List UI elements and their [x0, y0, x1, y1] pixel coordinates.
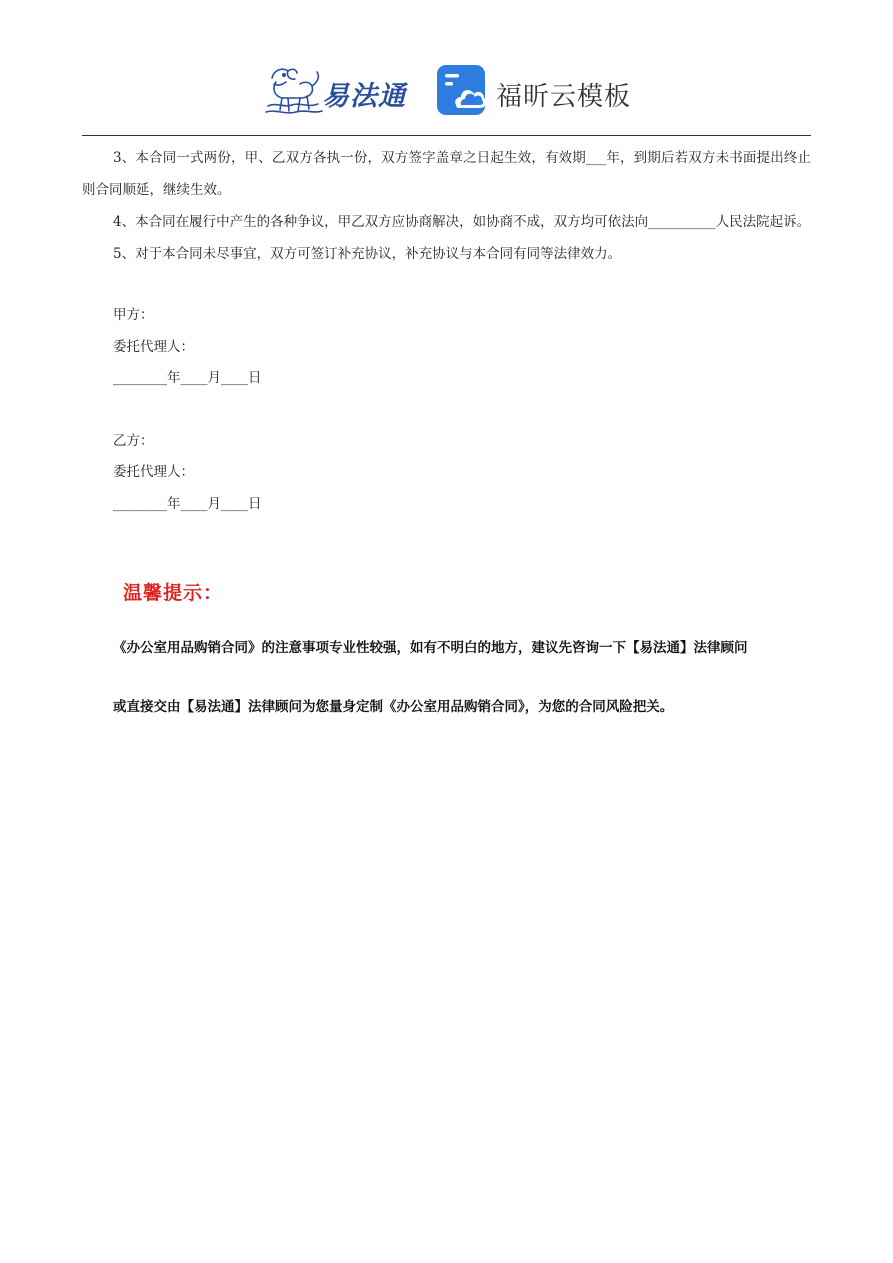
party-b-label: 乙方：: [113, 432, 154, 449]
clause-4: 4、本合同在履行中产生的各种争议，甲乙双方应协商解决，如协商不成，双方均可依法向__________人民法院起诉。: [113, 214, 811, 230]
cloud-document-icon: [436, 64, 488, 116]
yifatong-brand-text: 易法通: [322, 81, 406, 112]
contract-body: [82, 142, 811, 520]
party-b-agent: 委托代理人：: [113, 464, 194, 480]
fuxin-logo: [436, 64, 636, 118]
party-a-signature-block: [82, 300, 811, 395]
tips-line-1: 《办公室用品购销合同》的注意事项专业性较强，如有不明白的地方，建议先咨询一下【易法通】法律顾问: [113, 640, 748, 656]
qilin-mascot-icon: [262, 62, 324, 118]
tips-line-2: 或直接交由【易法通】法律顾问为您量身定制《办公室用品购销合同》，为您的合同风险把关。: [113, 699, 674, 715]
clause-5: 5、对于本合同未尽事宜，双方可签订补充协议，补充协议与本合同有同等法律效力。: [113, 246, 622, 262]
party-a-agent: 委托代理人：: [113, 338, 194, 355]
page-header: [0, 58, 893, 122]
spacer: [82, 270, 811, 300]
fuxin-brand-text: 福昕云模板: [496, 82, 632, 112]
spacer: [82, 664, 811, 691]
clause-3: 3、本合同一式两份，甲、乙双方各执一份，双方签字盖章之日起生效，有效期___年，到期后若双方未书面提出终止则合同顺延，继续生效。: [82, 150, 811, 198]
party-a-date: ________年____月____日: [113, 370, 262, 386]
party-b-date: ________年____月____日: [113, 495, 262, 512]
party-a-label: 甲方：: [113, 307, 154, 323]
header-divider: [82, 135, 811, 136]
yifatong-logo: [262, 62, 412, 118]
party-b-signature-block: [82, 426, 811, 521]
spacer: [82, 395, 811, 426]
tips-body: [82, 632, 811, 723]
tips-title: 温馨提示：: [123, 582, 224, 604]
